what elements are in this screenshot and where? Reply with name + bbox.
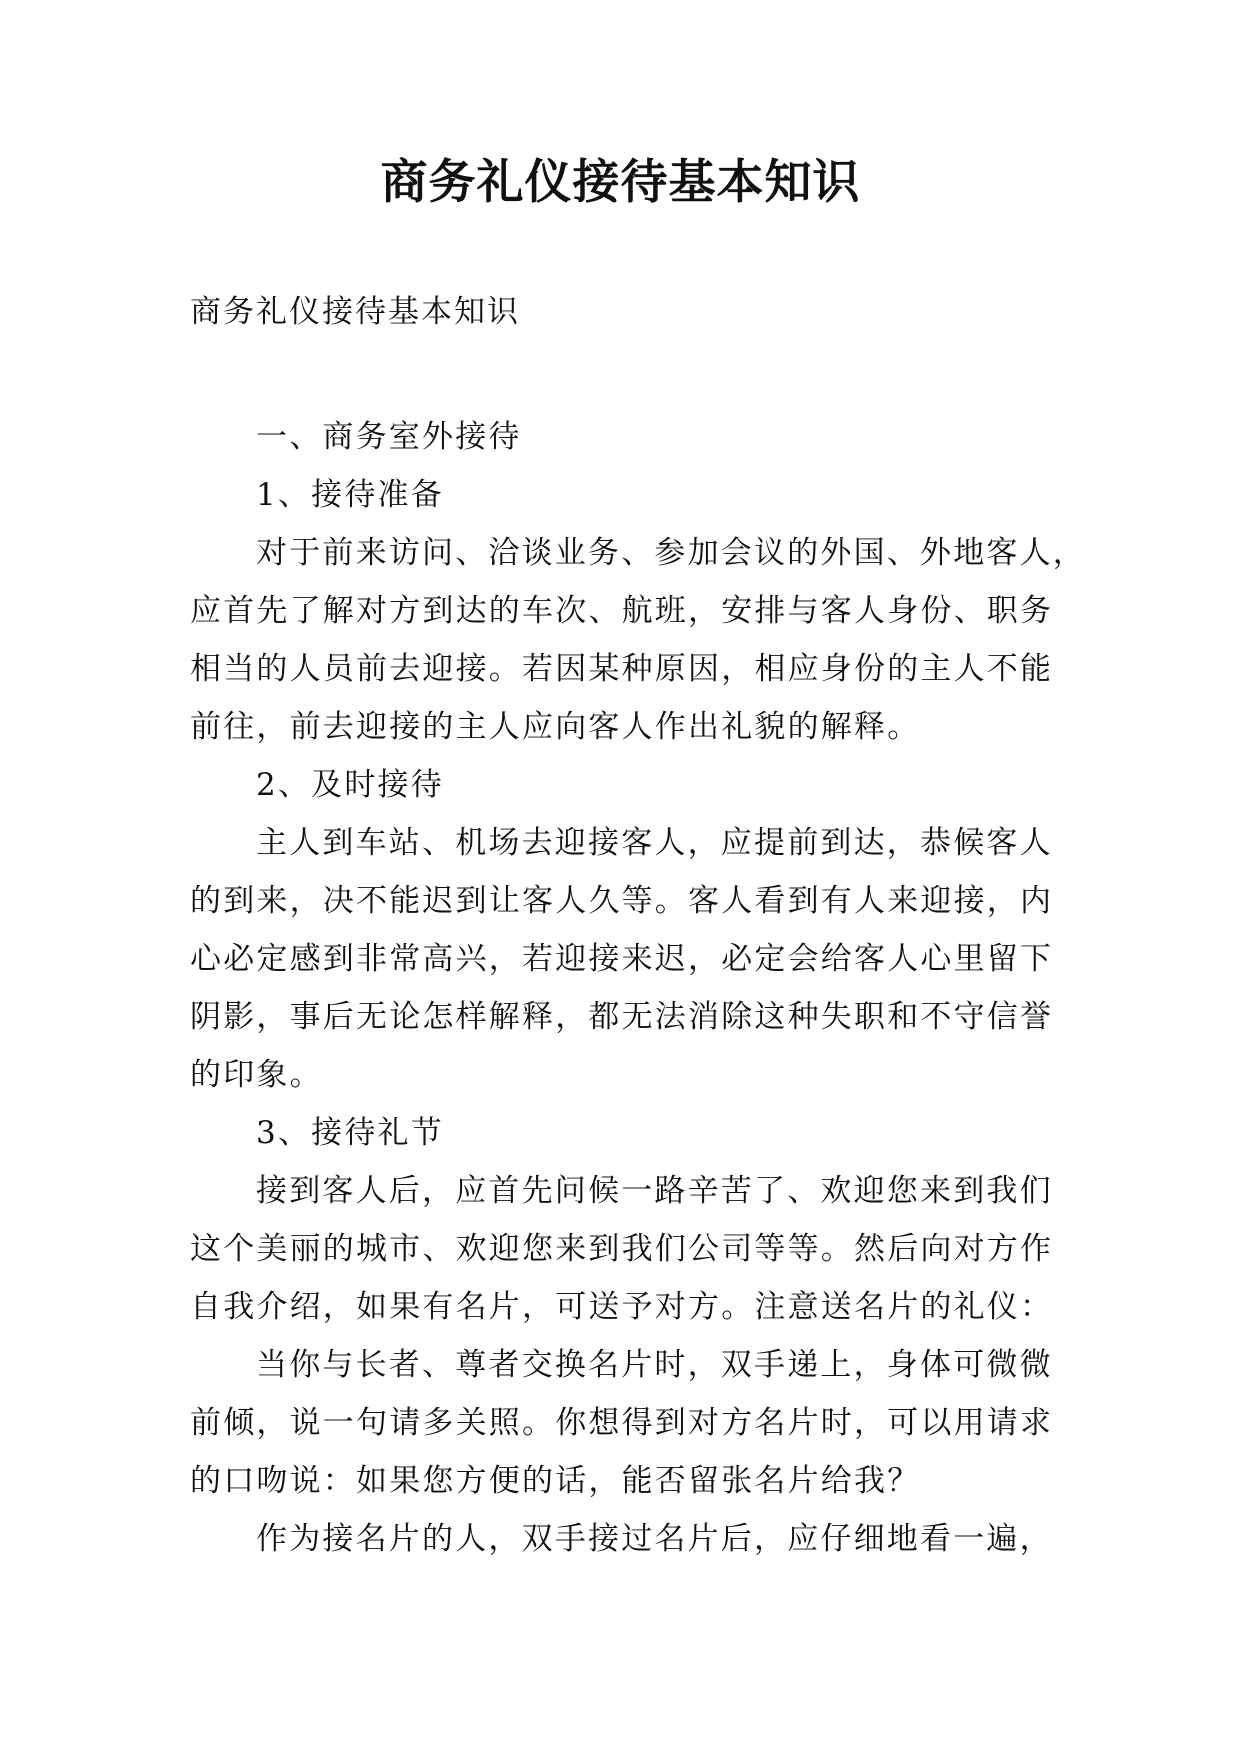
paragraph-line: 对于前来访问、洽谈业务、参加会议的外国、外地客人，	[256, 535, 1086, 571]
paragraph-line: 这个美丽的城市、欢迎您来到我们公司等等。然后向对方作	[190, 1231, 1054, 1267]
paragraph-line: 主人到车站、机场去迎接客人，应提前到达，恭候客人	[256, 825, 1053, 861]
paragraph-line: 阴影，事后无论怎样解释，都无法消除这种失职和不守信誉	[190, 999, 1054, 1035]
document-subtitle: 商务礼仪接待基本知识	[190, 294, 520, 330]
paragraph-line: 2、及时接待	[256, 767, 444, 803]
document-title: 商务礼仪接待基本知识	[380, 155, 861, 210]
paragraph-line: 应首先了解对方到达的车次、航班，安排与客人身份、职务	[190, 593, 1054, 629]
paragraph-line: 接到客人后，应首先问候一路辛苦了、欢迎您来到我们	[256, 1173, 1053, 1209]
paragraph-line: 一、商务室外接待	[256, 419, 522, 455]
paragraph-line: 当你与长者、尊者交换名片时，双手递上，身体可微微	[256, 1347, 1053, 1383]
paragraph-line: 自我介绍，如果有名片，可送予对方。注意送名片的礼仪：	[190, 1289, 1054, 1325]
paragraph-line: 前往，前去迎接的主人应向客人作出礼貌的解释。	[190, 709, 921, 745]
paragraph-line: 的印象。	[190, 1057, 323, 1093]
paragraph-line: 相当的人员前去迎接。若因某种原因，相应身份的主人不能	[190, 651, 1054, 687]
paragraph-line: 前倾，说一句请多关照。你想得到对方名片时，可以用请求	[190, 1405, 1054, 1441]
paragraph-line: 心必定感到非常高兴，若迎接来迟，必定会给客人心里留下	[190, 941, 1054, 977]
paragraph-line: 作为接名片的人，双手接过名片后，应仔细地看一遍，	[256, 1521, 1053, 1557]
paragraph-line: 3、接待礼节	[256, 1115, 444, 1151]
paragraph-line: 1、接待准备	[256, 477, 444, 513]
document-body	[190, 408, 1086, 1568]
paragraph-line: 的到来，决不能迟到让客人久等。客人看到有人来迎接，内	[190, 883, 1054, 919]
paragraph-line: 的口吻说：如果您方便的话，能否留张名片给我？	[190, 1463, 921, 1499]
